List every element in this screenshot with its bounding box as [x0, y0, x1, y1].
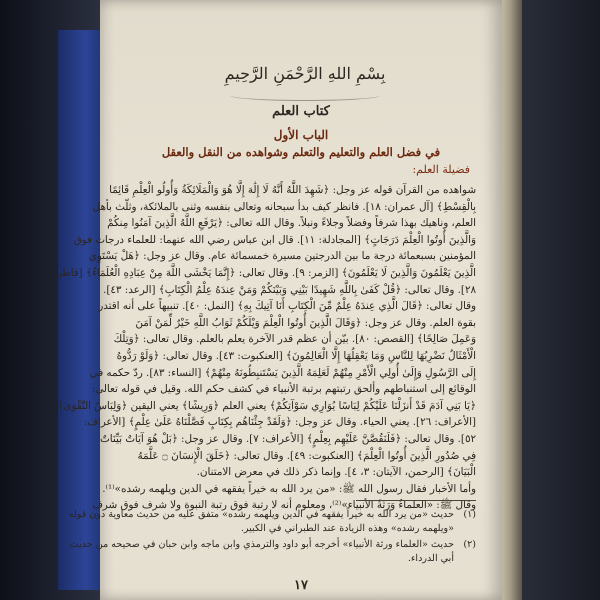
body-line: بِالْقِسْطِ﴾ [آل عمران: ١٨]. فانظر كيف بدأ سبحانه وتعالى بنفسه وثنى بالملائكة، وثلّث بأهل	[92, 200, 476, 213]
body-line: وَالَّذِينَ أُوتُوا الْعِلْمَ دَرَجَاتٍ﴾ [المجادلة: ١١]. قال ابن عباس رضي الله عنهما: للعلماء درجات فوق	[73, 233, 476, 246]
body-line: وأما الأخبار فقال رسول الله ﷺ: «من يرد الله به خيراً يفقهه في الدين ويلهمه رشده»⁽¹⁾.	[102, 482, 476, 495]
body-text	[53, 182, 476, 514]
body-line: الَّذِينَ يَعْلَمُونَ وَالَّذِينَ لَا يَعْلَمُونَ﴾ [الزمر: ٩]. وقال تعالى: ﴿إِنَّمَا يَخْشَى اللَّهَ مِنْ عِبَادِهِ الْعُلَمَاءُ﴾ [فاطر:	[53, 266, 476, 279]
footnote-divider	[356, 500, 476, 501]
footnotes	[68, 508, 476, 568]
body-line: وقال ﷺ: «العلماءُ وَرَثَةُ الأنبياء»⁽²⁾، ومعلوم أنه لا رتبة فوق رتبة النبوة ولا شرف فوق شرف	[92, 499, 476, 512]
footnote-number: (٢)	[463, 539, 476, 550]
chapter-subtitle: في فضل العلم والتعليم والتعلم وشواهده من النقل والعقل	[161, 145, 441, 159]
body-line: الْأَمْثَالُ نَضْرِبُهَا لِلنَّاسِ وَمَا يَعْقِلُهَا إِلَّا الْعَالِمُونَ﴾ [العنكبوت: ٤٣]. وقال تعالى: ﴿وَلَوْ رَدُّوهُ	[116, 349, 476, 362]
footnote-line: «ويلهمه رشده» وهذه الزيادة عند الطبراني في الكبير.	[240, 522, 454, 534]
body-line: إِلَى الرَّسُولِ وَإِلَىٰ أُولِي الْأَمْرِ مِنْهُمْ لَعَلِمَهُ الَّذِينَ يَسْتَنبِطُونَهُ مِنْهُمْ﴾ [النساء: ٨٣]. ردّ حكمه في	[89, 366, 476, 379]
book-page	[53, 0, 502, 600]
chapter-title: الباب الأول	[273, 128, 329, 142]
basmala-text: بِسْمِ اللهِ الرَّحْمَنِ الرَّحِيمِ	[224, 64, 386, 83]
body-line: شواهده من القرآن قوله عز وجل: ﴿شَهِدَ اللَّهُ أَنَّهُ لَا إِلَٰهَ إِلَّا هُوَ وَالْمَلَائِكَةُ وَأُولُو الْعِلْمِ قَائِمًا	[109, 184, 476, 196]
body-line: العلم، وناهيك بهذا شرفاً وفضلاً وجلاءً ونبلاً. وقال الله تعالى: ﴿يَرْفَعِ اللَّهُ الَّذِينَ آمَنُوا مِنكُمْ	[107, 217, 476, 230]
body-line: وَعَمِلَ صَالِحًا﴾ [القصص: ٨٠]. بيّن أن عظم قدر الآخرة يعلم بالعلم. وقال تعالى: ﴿وَتِلْكَ	[113, 333, 476, 346]
body-line: فِي صُدُورِ الَّذِينَ أُوتُوا الْعِلْمَ﴾ [العنكبوت: ٤٩]. وقال تعالى: ﴿خَلَقَ الْإِنسَانَ ۝ عَلَّمَهُ	[137, 449, 476, 462]
footnote-number: (١)	[463, 509, 476, 520]
footnote-item	[69, 538, 476, 565]
book-title: كتاب العلم	[272, 104, 330, 119]
footnote-item	[68, 508, 476, 535]
body-line: وقال تعالى: ﴿قَالَ الَّذِي عِندَهُ عِلْمٌ مِّنَ الْكِتَابِ أَنَا آتِيكَ بِهِ﴾ [النمل: ٤٠]. تنبيهاً على أنه اقتدر	[98, 300, 476, 313]
footnote-line: حديث «العلماء ورثة الأنبياء» أخرجه أبو داود والترمذي وابن ماجه وابن حبان في صحيحه من حديث	[69, 539, 454, 550]
body-line: [الأعراف: ٢٦]. يعني الحياء. وقال عز وجل: ﴿وَلَقَدْ جِئْنَاهُم بِكِتَابٍ فَصَّلْنَاهُ عَلَىٰ عِلْمٍ﴾ [الأعراف:	[83, 416, 476, 429]
body-line: ﴿يَا بَنِي آدَمَ قَدْ أَنزَلْنَا عَلَيْكُمْ لِبَاسًا يُوَارِي سَوْآتِكُمْ﴾ يعني العلم ﴿وَرِيشًا﴾ يعني اليقين ﴿وَلِبَاسُ التَّقْوَىٰ﴾	[57, 399, 476, 412]
footnote-line: أبي الدرداء.	[407, 552, 454, 564]
calligraphy-flourish	[230, 90, 380, 101]
body-line: الْبَيَانَ﴾ [الرحمن، الآيتان: ٣، ٤]. وإنما ذكر ذلك في معرض الامتنان.	[196, 466, 476, 479]
body-line: ٥٢]. وقال تعالى: ﴿فَلَنَقُصَّنَّ عَلَيْهِم بِعِلْمٍ﴾ [الأعراف: ٧]. وقال عز وجل: ﴿بَلْ هُوَ آيَاتٌ بَيِّنَاتٌ	[100, 432, 476, 445]
page-number: ١٧	[294, 578, 308, 593]
section-heading: فضيلة العلم:	[412, 163, 470, 176]
footnote-line: حديث «من يرد الله به خيراً يفقهه في الدين ويلهمه رشده» متفق عليه من حديث معاوية دون قوله	[68, 509, 454, 520]
body-line: الوقائع إلى استنباطهم وألحق رتبتهم برتبة الأنبياء في كشف حكم الله. وقيل في قوله تعالى:	[91, 383, 476, 396]
body-line: بقوة العلم. وقال عز وجل: ﴿وَقَالَ الَّذِينَ أُوتُوا الْعِلْمَ وَيْلَكُمْ ثَوَابُ اللَّهِ خَيْرٌ لِّمَنْ آمَنَ	[135, 316, 476, 329]
basmala-calligraphy	[220, 64, 390, 104]
background-right	[518, 0, 600, 600]
body-line: المؤمنين بسبعمائة درجة ما بين الدرجتين مسيرة خمسمائة عام. وقال عز وجل: ﴿هَلْ يَسْتَوِي	[88, 250, 476, 263]
body-line: ٢٨]. وقال تعالى: ﴿قُلْ كَفَىٰ بِاللَّهِ شَهِيدًا بَيْنِي وَبَيْنَكُمْ وَمَنْ عِندَهُ عِلْمُ الْكِتَابِ﴾ [الرعد: ٤٣].	[103, 283, 476, 296]
